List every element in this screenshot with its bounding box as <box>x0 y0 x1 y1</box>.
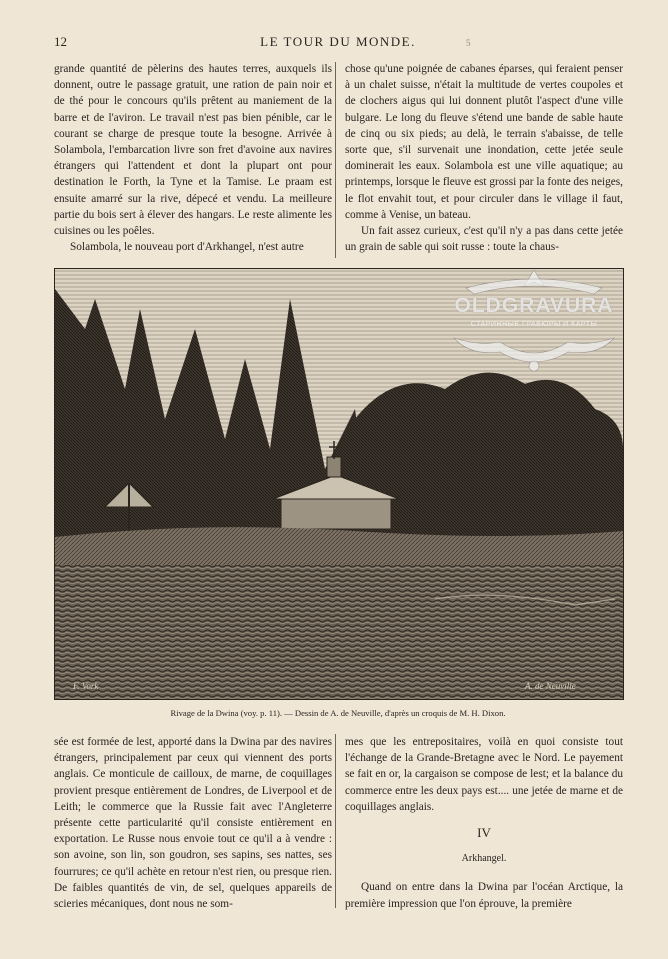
signature-right: A. de Neuville <box>525 681 576 691</box>
deciduous-trees <box>355 373 623 559</box>
section-title: Arkhangel. <box>461 853 507 865</box>
column-right-top <box>345 61 623 255</box>
illustration-caption: Rivage de la Dwina (voy. p. 11). — Dessin de A. de Neuville, d'après un croquis de M. H. Dixon. <box>170 708 506 718</box>
column-divider <box>335 734 336 908</box>
column-left-top <box>54 61 332 255</box>
paragraph: sée est formée de lest, apporté dans la Dwina par des navires étrangers, principalement par ceux qui viennent des ports anglais. Ce monticule de cailloux, de marne, de coquillages provient presque entièrement de Londres, de Liverpool et de Leith; le commerce que la Russie fait avec l'Angleterre présente cette particularité qu'il consiste entièrement en exportation. Le Russe nous envoie tout ce qu'il a à vendre : son avoine, son lin, son goudron, ses sapins, ses nattes, ses fourrures; ce qu'il achète en retour n'est rien, ou presque rien. De faibles quantités de vin, de sel, quelques appareils de scieries mécaniques, dont nous ne som- <box>54 736 332 911</box>
column-left-bottom <box>54 734 332 912</box>
watermark-ornament <box>448 264 620 376</box>
column-right-bottom <box>345 734 623 912</box>
top-mark: 5 <box>466 38 471 48</box>
paragraph: grande quantité de pèlerins des hautes terres, auxquels ils donnent, outre le passage gratuit, une ration de pain noir et de thé pour le concours qu'ils prêtent au maniement de la barre et de l'aviron. Le travail n'est pas bien pénible, car le courant se charge de presque toute la besogne. Arrivée à Solambola, l'embarcation livre son fret d'avoine aux navires étrangers qui l'attendent et dont la plupart ont pour destination le Forth, la Tyne et la Tamise. Le praam est ensuite amarré sur la rive, dépecé et vendu. La meilleure partie du bois sert à élever des hangars. Le reste alimente les cuisines ou les poêles. <box>54 63 332 238</box>
paragraph: chose qu'une poignée de cabanes éparses, qui feraient penser à un chalet suisse, n'était la multitude de vertes coupoles et de clochers aigus qui lui donnent plutôt l'aspect d'une ville bulgare. Le long du fleuve s'étend une bande de sable haute de cinq ou six pieds; au delà, le terrain s'abaisse, de telle sorte que, s'il survenait une inondation, cette jetée seule dominerait les eaux. Solambola est une ville aquatique; au printemps, lorsque le fleuve est grossi par la fonte des neiges, le flot envahit tout, et pour circuler dans le village il faut, comme à Venise, un bateau. <box>345 63 623 221</box>
section-number: IV <box>477 825 491 841</box>
page-number: 12 <box>54 34 67 49</box>
paragraph: mes que les entrepositaires, voilà en quoi consiste tout l'échange de la Grande-Bretagne avec le Nord. Le payement se fait en or, la cargaison se compose de lest; et la balance du commerce entre les deux pays est.... une jetée de marne et de coquillages anglais. <box>345 736 623 813</box>
running-head: LE TOUR DU MONDE. <box>260 34 416 49</box>
paragraph: Quand on entre dans la Dwina par l'océan Arctique, la première impression que l'on éprouve, la première <box>345 881 623 910</box>
watermark-tagline: СТАРИННЫЕ ГРАВЮРЫ И КАРТЫ <box>470 321 598 328</box>
paragraph: Solambola, le nouveau port d'Arkhangel, n'est autre <box>70 241 304 254</box>
watermark-brand: OLDGRAVURA <box>454 294 614 317</box>
signature-left: F. Vork <box>73 681 99 691</box>
paragraph: Un fait assez curieux, c'est qu'il n'y a pas dans cette jetée un grain de sable qui soit russe : toute la chaus- <box>345 225 623 254</box>
watermark-logo <box>448 264 620 376</box>
river-water <box>55 565 623 699</box>
page-header <box>54 34 622 52</box>
column-divider <box>335 62 336 258</box>
